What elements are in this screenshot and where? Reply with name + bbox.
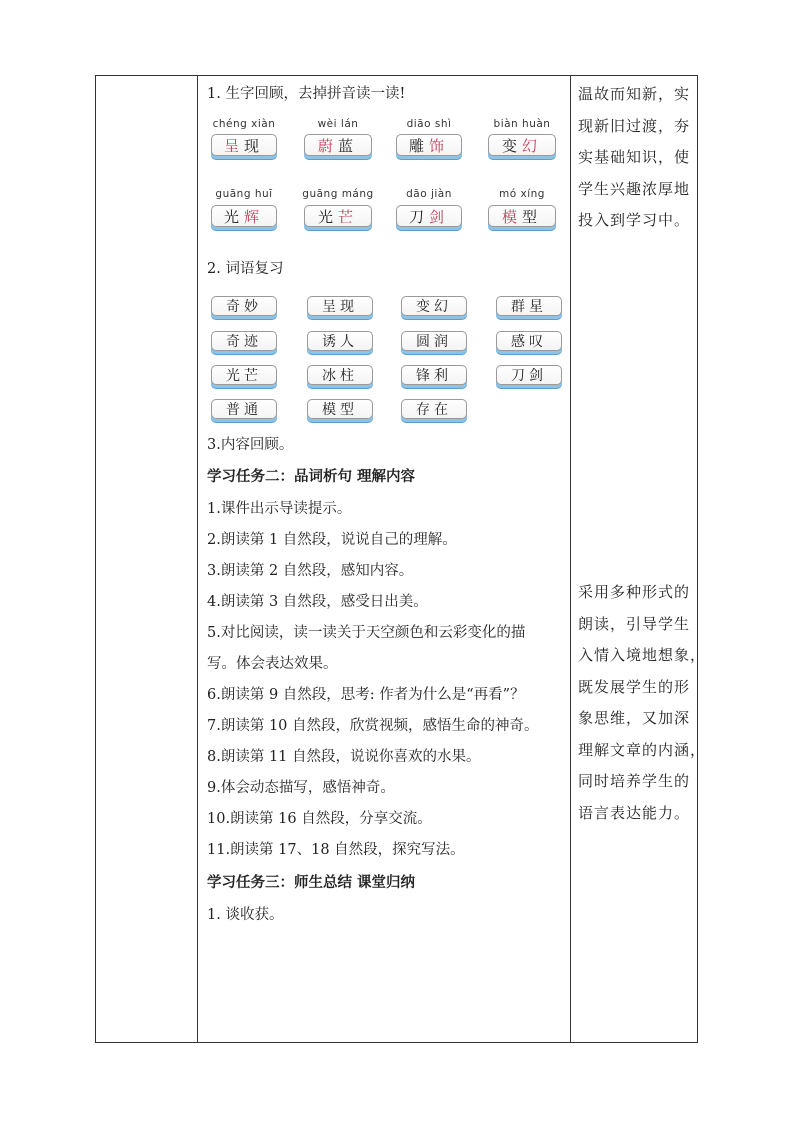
word-card: 光芒 [211,365,277,385]
task2-item: 3.朗读第 2 自然段，感知内容。 [207,563,414,579]
note-line: 温故而知新，实 [578,85,691,103]
task2-item: 2.朗读第 1 自然段，说说自己的理解。 [207,532,457,548]
char-second: 剑 [429,208,450,226]
char-card [396,205,462,227]
note-line: 同时培养学生的 [578,772,691,790]
char-first: 光 [223,208,244,226]
task2-item: 10.朗读第 16 自然段，分享交流。 [207,811,432,827]
char-second: 现 [244,137,265,155]
task2-item: 8.朗读第 11 自然段，说说你喜欢的水果。 [207,749,481,765]
char-second: 辉 [244,208,265,226]
section1-heading: 1. 生字回顾，去掉拼音读一读! [207,86,406,102]
word-card: 奇迹 [211,331,277,351]
section3-heading: 3.内容回顾。 [207,437,294,453]
word-card: 圆润 [401,331,467,351]
section2-heading: 2. 词语复习 [207,261,284,277]
note-line: 朗读，引导学生 [578,614,691,633]
pinyin-label: dāo jiàn [406,188,452,200]
task2-item: 4.朗读第 3 自然段，感受日出美。 [207,594,428,610]
char-card [304,205,372,227]
note-line: 采用多种形式的 [578,583,691,601]
task2-heading: 学习任务二：品词析句 理解内容 [207,468,416,485]
task3-item: 1. 谈收获。 [207,907,284,923]
note-line: 象思维，又加深 [578,709,691,727]
note-line: 实基础知识，使 [578,148,691,166]
word-card: 呈现 [307,296,373,316]
word-card: 锋利 [401,365,467,385]
char-first: 雕 [408,137,429,155]
pinyin-label: chéng xiàn [212,118,276,130]
char-first: 蔚 [317,137,338,155]
task2-item: 9.体会动态描写，感悟神奇。 [207,780,395,796]
word-card: 冰柱 [307,365,373,385]
word-card: 感叹 [496,331,562,351]
pinyin-label: guāng huī [215,188,273,200]
note-line: 现新旧过渡，夯 [578,116,691,135]
word-card: 变幻 [401,296,467,316]
task2-item: 5.对比阅读，读一读关于天空颜色和云彩变化的描 [207,625,526,641]
char-first: 模 [501,208,522,226]
char-card [488,134,556,156]
char-first: 呈 [223,137,244,155]
column-divider-left [197,76,198,1042]
task2-item: 1.课件出示导读提示。 [207,501,352,517]
char-second: 型 [522,208,543,226]
task3-heading: 学习任务三：师生总结 课堂归纳 [207,874,416,891]
char-second: 幻 [522,137,543,155]
char-card [304,134,372,156]
char-second: 芒 [338,208,359,226]
pinyin-label: biàn huàn [493,118,551,130]
note-line: 入情入境地想象， [578,646,707,664]
note-line: 投入到学习中。 [578,211,691,229]
word-card: 普通 [211,399,277,419]
char-card [211,205,277,227]
note-line: 学生兴趣浓厚地 [578,179,691,198]
word-card: 模型 [307,399,373,419]
note-line: 语言表达能力。 [578,803,691,822]
char-first: 光 [317,208,338,226]
pinyin-label: diāo shì [406,118,452,130]
lesson-table [95,75,707,1043]
word-card: 刀剑 [496,365,562,385]
char-second: 蓝 [338,137,359,155]
task2-item: 写。体会表达效果。 [207,656,338,672]
pinyin-label: mó xíng [499,188,545,200]
note-line: 理解文章的内涵， [578,740,707,759]
task2-item: 7.朗读第 10 自然段，欣赏视频，感悟生命的神奇。 [207,718,539,734]
char-card [488,205,556,227]
task2-item: 11.朗读第 17、18 自然段，探究写法。 [207,842,465,858]
word-card: 奇妙 [211,296,277,316]
word-card: 诱人 [307,331,373,351]
char-first: 刀 [408,208,429,226]
note-line: 既发展学生的形 [578,677,691,696]
pinyin-label: guāng máng [302,188,374,200]
column-divider-right [570,76,571,1042]
char-first: 变 [501,137,522,155]
char-card [211,134,277,156]
char-second: 饰 [429,137,450,155]
pinyin-label: wèi lán [317,118,359,130]
word-card: 存在 [401,399,467,419]
task2-item: 6.朗读第 9 自然段，思考: 作者为什么是“再看”？ [207,687,525,703]
char-card [396,134,462,156]
word-card: 群星 [496,296,562,316]
